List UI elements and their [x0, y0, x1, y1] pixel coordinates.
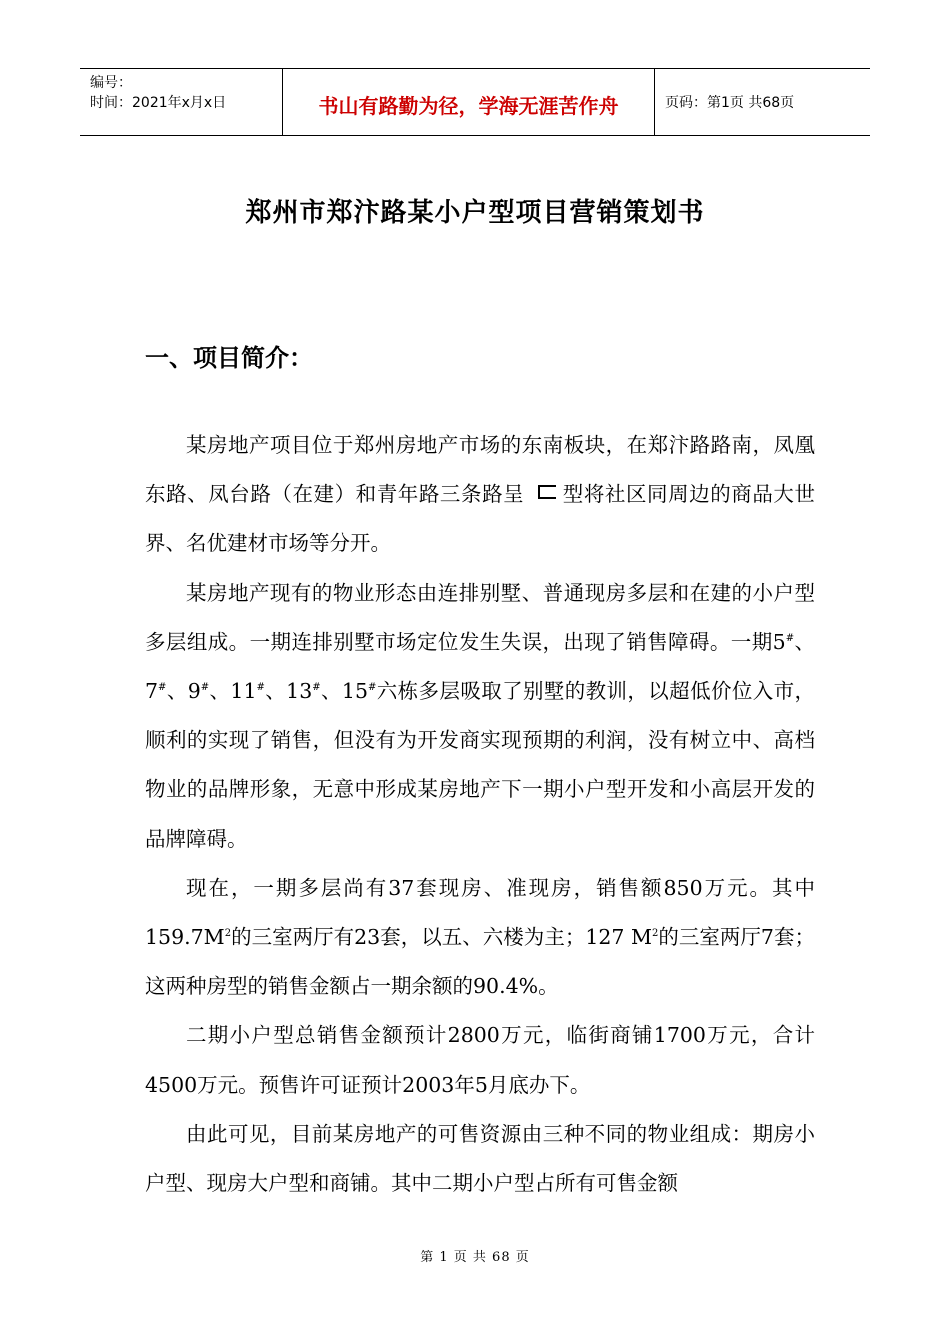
paragraph-2-text-c: 、9 [166, 679, 201, 704]
square-mark: 2 [224, 928, 232, 940]
page-footer: 第 1 页 共 68 页 [420, 1250, 530, 1265]
document-title: 郑州市郑汴路某小户型项目营销策划书 [245, 198, 705, 228]
building-mark: # [312, 682, 321, 694]
paragraph-1-text-a: 某房地产项目位于郑州房地产市场的东南板块，在郑汴路路南，凤凰东路、凤台路（在建）和青年路三条路呈 [145, 433, 815, 507]
paragraph-2-text-b: 、7 [145, 629, 815, 704]
paragraph-2-text-f: 、15 [320, 679, 369, 704]
header-page-info: 页码：第1页 共68页 [665, 95, 795, 111]
section-heading: 一、项目简介： [145, 344, 313, 372]
paragraph-2-text-g: 六栋多层吸取了别墅的教训，以超低价位入市，顺利的实现了销售，但没有为开发商实现预期的利润，没有树立中、高档物业的品牌形象，无意中形成某房地产下一期小户型开发和小高层开发的品牌障碍。 [145, 679, 815, 851]
document-body [145, 421, 815, 1208]
number-label: 编号： [90, 75, 132, 91]
square-mark: 2 [651, 928, 659, 940]
header-motto: 书山有路勤为径，学海无涯苦作舟 [282, 69, 655, 135]
building-mark: # [368, 682, 377, 694]
building-mark: # [256, 682, 265, 694]
paragraph-3 [145, 864, 815, 1012]
building-mark: # [200, 682, 210, 694]
time-label: 时间：2021年x月x日 [90, 95, 227, 111]
paragraph-2 [145, 569, 815, 864]
paragraph-2-text-d: 、11 [209, 679, 257, 704]
paragraph-3-text-b: 的三室两厅有23套，以五、六楼为主；127 M [231, 925, 652, 950]
paragraph-2-text-a: 某房地产现有的物业形态由连排别墅、普通现房多层和在建的小户型多层组成。一期连排别墅市场定位发生失误，出现了销售障碍。一期5 [145, 580, 815, 654]
paragraph-2-text-e: 、13 [264, 679, 313, 704]
paragraph-1-text-b: 型将社区同周边的商品大世界、名优建材市场等分开。 [145, 482, 816, 556]
bracket-shape-icon [538, 485, 556, 499]
paragraph-5: 由此可见，目前某房地产的可售资源由三种不同的物业组成：期房小户型、现房大户型和商铺。其中二期小户型占所有可售金额 [145, 1121, 815, 1196]
paragraph-1 [145, 421, 815, 569]
building-mark: # [158, 682, 167, 694]
building-mark: # [785, 632, 795, 644]
paragraph-3-text-a: 现在，一期多层尚有37套现房、准现房，销售额850万元。其中159.7M [145, 875, 815, 950]
paragraph-4: 二期小户型总销售金额预计2800万元，临街商铺1700万元，合计4500万元。预售许可证预计2003年5月底办下。 [145, 1023, 815, 1097]
page-header [80, 68, 870, 136]
paragraph-3-text-c: 的三室两厅7套；这两种房型的销售金额占一期余额的90.4%。 [145, 925, 815, 999]
header-meta [80, 69, 282, 135]
